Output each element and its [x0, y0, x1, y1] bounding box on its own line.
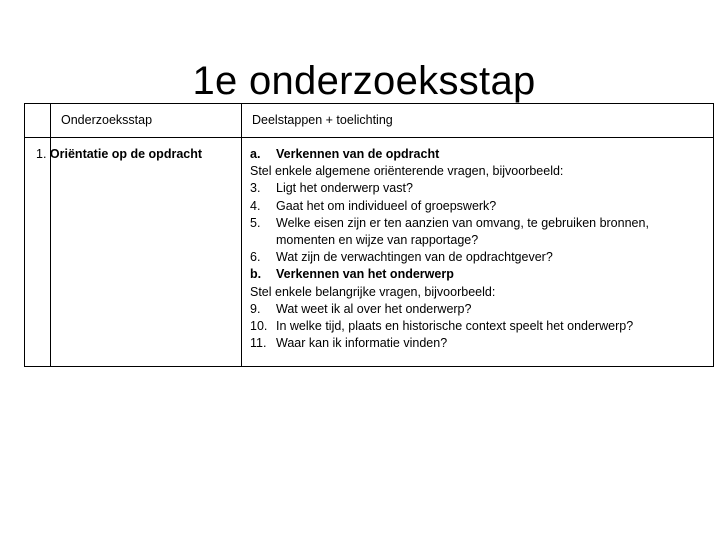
step-number: 1. — [36, 147, 47, 161]
table-left-margin-cell — [25, 104, 51, 138]
substeps-list — [242, 138, 713, 352]
section-heading-text: Verkennen van de opdracht — [276, 147, 440, 161]
list-item-number: 5. — [250, 215, 261, 230]
section-intro: Stel enkele algemene oriënterende vragen, bijvoorbeeld: — [250, 164, 564, 179]
header-substeps-label: Deelstappen + toelichting — [252, 113, 393, 127]
list-item-text: Waar kan ik informatie vinden? — [276, 336, 448, 351]
list-item-number: 3. — [250, 181, 261, 196]
list-item-text: Welke eisen zijn er ten aanzien van omvang, te gebruiken bronnen, momenten en wijze van rapportage? — [276, 215, 649, 248]
slide-title: 1e onderzoeksstap — [192, 58, 536, 103]
section-heading-text: Verkennen van het onderwerp — [276, 267, 454, 282]
list-item-text: In welke tijd, plaats en historische context speelt het onderwerp? — [276, 319, 634, 334]
table-row — [25, 138, 714, 367]
list-item-text: Gaat het om individueel of groepswerk? — [276, 198, 497, 213]
section-intro: Stel enkele belangrijke vragen, bijvoorbeeld: — [250, 284, 496, 299]
section-marker: b. — [250, 267, 262, 282]
step-description — [36, 138, 241, 163]
section-marker: a. — [250, 147, 261, 161]
list-item-text: Wat weet ik al over het onderwerp? — [276, 301, 472, 316]
research-steps-table — [24, 103, 714, 367]
table-left-margin-cell — [25, 138, 51, 367]
substeps-cell — [242, 138, 714, 367]
list-item — [250, 335, 705, 352]
list-item — [250, 215, 705, 249]
list-item-text: Ligt het onderwerp vast? — [276, 181, 413, 196]
list-item-number: 10. — [250, 319, 268, 334]
header-cell-substeps — [242, 104, 714, 138]
list-item — [250, 318, 705, 335]
list-item-number: 6. — [250, 250, 261, 265]
list-item-number: 4. — [250, 198, 261, 213]
list-item-number: 9. — [250, 301, 261, 316]
list-item — [250, 301, 705, 318]
section-heading — [250, 146, 705, 163]
list-item — [250, 198, 705, 215]
list-item — [250, 180, 705, 197]
step-label: Oriëntatie op de opdracht — [49, 147, 203, 161]
header-step-label: Onderzoeksstap — [61, 113, 153, 127]
table-header-row — [25, 104, 714, 138]
list-item-text: Wat zijn de verwachtingen van de opdrachtgever? — [276, 250, 553, 265]
list-item — [250, 249, 705, 266]
section-heading — [250, 266, 705, 283]
header-cell-step — [51, 104, 242, 138]
step-cell — [36, 138, 242, 367]
list-item-number: 11. — [250, 336, 267, 351]
